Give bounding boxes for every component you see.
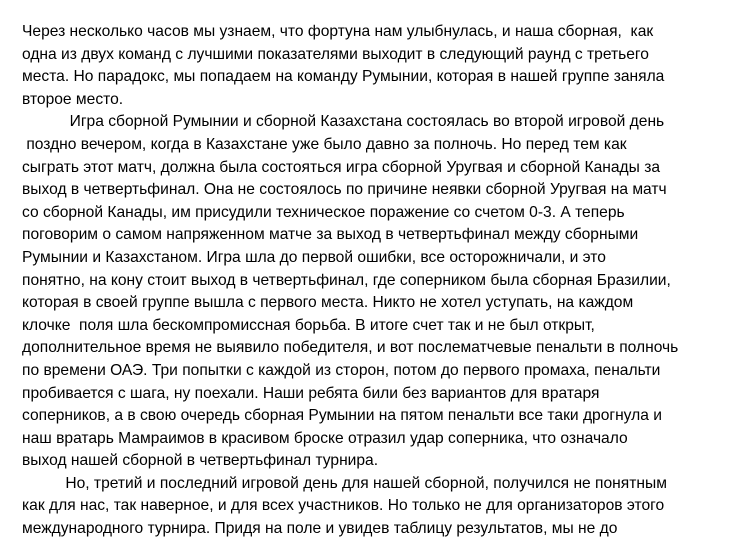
text-line: второе место.: [22, 90, 124, 108]
text-line: одна из двух команд с лучшими показателями выходит в следующий раунд с третьего: [22, 45, 649, 63]
text-line: места. Но парадокс, мы попадаем на команду Румынии, которая в нашей группе заняла: [22, 68, 665, 86]
text-line: Но, третий и последний игровой день для нашей сборной, получился не понятным: [22, 474, 667, 492]
text-line: поговорим о самом напряженном матче за выход в четвертьфинал между сборными: [22, 226, 639, 244]
text-line: дополнительное время не выявило победителя, и вот послематчевые пенальти в полночь: [22, 339, 679, 357]
text-line: Румынии и Казахстаном. Игра шла до первой ошибки, все осторожничали, и это: [22, 248, 606, 266]
text-line: как для нас, так наверное, и для всех участников. Но только не для организаторов этого: [22, 497, 665, 515]
text-line: клочке поля шла бескомпромиссная борьба. В итоге счет так и не был открыт,: [22, 316, 595, 334]
text-line: со сборной Канады, им присудили техническое поражение со счетом 0-3. А теперь: [22, 203, 625, 221]
text-line: по времени ОАЭ. Три попытки с каждой из сторон, потом до первого промаха, пенальти: [22, 361, 661, 379]
text-line: которая в своей группе вышла с первого места. Никто не хотел уступать, на каждом: [22, 294, 634, 312]
text-line: поздно вечером, когда в Казахстане уже было давно за полночь. Но перед тем как: [22, 135, 627, 153]
text-line: соперников, а в свою очередь сборная Румынии на пятом пенальти все таки дрогнула и: [22, 407, 662, 425]
text-line: понятно, на кону стоит выход в четвертьфинал, где соперником была сборная Бразилии,: [22, 271, 671, 289]
text-line: Игра сборной Румынии и сборной Казахстана состоялась во второй игровой день: [22, 113, 665, 131]
text-line: сыграть этот матч, должна была состояться игра сборной Уругвая и сборной Канады за: [22, 158, 661, 176]
text-line: Через несколько часов мы узнаем, что фортуна нам улыбнулась, и наша сборная, как: [22, 23, 654, 40]
text-line: выход нашей сборной в четвертьфинал турнира.: [22, 452, 379, 470]
text-line: международного турнира. Придя на поле и увидев таблицу результатов, мы не до: [22, 520, 618, 538]
text-line: наш вратарь Мамраимов в красивом броске отразил удар соперника, что означало: [22, 429, 628, 447]
text-line: пробивается с шага, ну поехали. Наши ребята били без вариантов для вратаря: [22, 384, 600, 402]
document-text: [22, 21, 738, 541]
text-line: выход в четвертьфинал. Она не состоялось по причине неявки сборной Уругвая на матч: [22, 181, 667, 199]
